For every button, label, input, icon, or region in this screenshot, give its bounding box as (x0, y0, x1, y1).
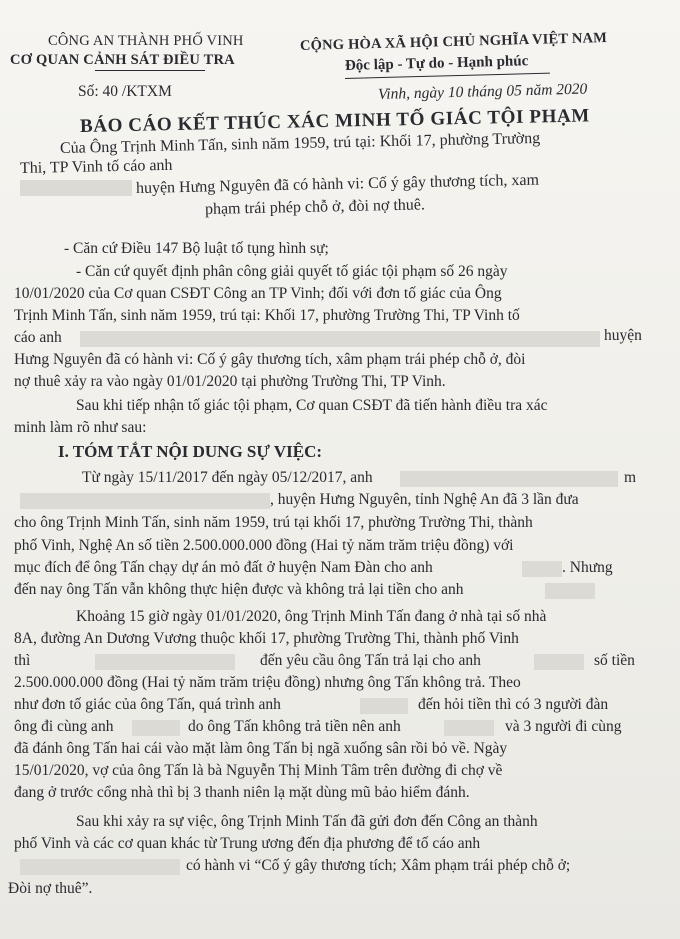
header-left-underline (95, 70, 205, 71)
redacted-name (444, 720, 494, 736)
body-line: do ông Tấn không trả tiền nên anh (188, 718, 401, 735)
body-line: 2.500.000.000 đồng (Hai tỷ năm trăm triệu đồng) nhưng ông Tấn không trả. Theo (14, 674, 521, 691)
agency-name: CÔNG AN THÀNH PHỐ VINH (48, 33, 244, 49)
body-line: thì (14, 652, 31, 669)
redacted-name (20, 859, 180, 875)
redacted-name (80, 331, 600, 347)
body-line: đến yêu cầu ông Tấn trả lại cho anh (260, 652, 481, 669)
redacted-name (545, 583, 595, 599)
body-line: phố Vinh và các cơ quan khác từ Trung ương đến địa phương để tố cáo anh (14, 835, 481, 852)
redacted-address (20, 493, 270, 509)
body-line: minh làm rõ như sau: (14, 419, 147, 436)
redacted-name (95, 654, 235, 670)
body-line: Trịnh Minh Tấn, sinh năm 1959, trú tại: Khối 17, phường Trường Thi, TP Vinh tố (14, 307, 520, 324)
body-line: huyện (604, 327, 642, 344)
body-line: Sau khi xảy ra sự việc, ông Trịnh Minh Tấn đã gửi đơn đến Công an thành (76, 813, 538, 830)
body-line: Khoảng 15 giờ ngày 01/01/2020, ông Trịnh Minh Tấn đang ở nhà tại số nhà (76, 608, 547, 625)
redacted-name (522, 561, 562, 577)
section-heading: I. TÓM TẮT NỘI DUNG SỰ VIỆC: (58, 442, 323, 461)
body-line: 15/01/2020, vợ của ông Tấn là bà Nguyễn Thị Minh Tâm trên đường đi chợ về (14, 762, 503, 779)
body-line: ông đi cùng anh (14, 718, 114, 735)
redacted-name (360, 698, 408, 714)
national-motto: Độc lập - Tự do - Hạnh phúc (344, 53, 529, 74)
redacted-name (534, 654, 584, 670)
body-line: Hưng Nguyên đã có hành vi: Cố ý gây thương tích, xâm phạm trái phép chỗ ở, đòi (14, 351, 526, 368)
body-line: 8A, đường An Dương Vương thuộc khối 17, phường Trường Thi, thành phố Vinh (14, 630, 519, 647)
body-line: như đơn tố giác của ông Tấn, quá trình anh (14, 696, 281, 713)
body-line: 10/01/2020 của Cơ quan CSĐT Công an TP Vinh; đối với đơn tố giác của Ông (14, 285, 502, 302)
document-date: Vinh, ngày 10 tháng 05 năm 2020 (377, 80, 588, 103)
document-number: Số: 40 /KTXM (78, 83, 172, 100)
body-line: m (624, 469, 637, 486)
body-line: Từ ngày 15/11/2017 đến ngày 05/12/2017, anh (82, 469, 373, 486)
body-line: số tiền (594, 652, 635, 669)
body-line: đang ở trước cổng nhà thì bị 3 thanh niên lạ mặt dùng mũ bảo hiểm đánh. (14, 784, 470, 801)
body-line: đến nay ông Tấn vẫn không thực hiện được và không trả lại tiền cho anh (14, 581, 464, 598)
body-line: đã đánh ông Tấn hai cái vào mặt làm ông Tấn bị ngã xuống sân rồi bỏ về. Ngày (14, 740, 508, 757)
document-title: BÁO CÁO KẾT THÚC XÁC MINH TỐ GIÁC TỘI PHẠM (79, 105, 591, 137)
title-subline-2: Thi, TP Vinh tố cáo anh (19, 156, 173, 177)
body-line: có hành vi “Cố ý gây thương tích; Xâm phạm trái phép chỗ ở; (186, 857, 571, 874)
body-line: Sau khi tiếp nhận tố giác tội phạm, Cơ quan CSĐT đã tiến hành điều tra xác (76, 397, 548, 414)
body-line: đến hỏi tiền thì có 3 người đàn (418, 696, 609, 713)
body-line: phố Vinh, Nghệ An số tiền 2.500.000.000 đồng (Hai tỷ năm trăm triệu đồng) với (14, 537, 514, 554)
body-line: - Căn cứ Điều 147 Bộ luật tố tụng hình sự; (64, 240, 329, 257)
title-subline-4: phạm trái phép chỗ ở, đòi nợ thuê. (204, 196, 426, 218)
body-line: nợ thuê xảy ra vào ngày 01/01/2020 tại phường Trường Thi, TP Vinh. (14, 373, 446, 390)
redacted-name (20, 180, 132, 196)
body-line: cáo anh (14, 329, 62, 346)
national-title: CỘNG HÒA XÃ HỘI CHỦ NGHĨA VIỆT NAM (299, 29, 608, 54)
body-line: và 3 người đi cùng (505, 718, 622, 735)
body-line: cho ông Trịnh Minh Tấn, sinh năm 1959, trú tại khối 17, phường Trường Thi, thành (14, 514, 533, 531)
body-line: , huyện Hưng Nguyên, tỉnh Nghệ An đã 3 lần đưa (270, 491, 579, 508)
title-subline-1: Của Ông Trịnh Minh Tấn, sinh năm 1959, trú tại: Khối 17, phường Trường (59, 129, 541, 157)
body-line: - Căn cứ quyết định phân công giải quyết tố giác tội phạm số 26 ngày (76, 263, 508, 280)
agency-department: CƠ QUAN CẢNH SÁT ĐIỀU TRA (10, 52, 235, 68)
body-line: Đòi nợ thuê”. (8, 880, 93, 897)
redacted-name (400, 471, 618, 487)
body-line: mục đích để ông Tấn chạy dự án mỏ đất ở huyện Nam Đàn cho anh (14, 559, 433, 576)
redacted-name (132, 720, 180, 736)
title-subline-3: huyện Hưng Nguyên đã có hành vi: Cố ý gây thương tích, xam (135, 171, 540, 197)
body-line: . Nhưng (562, 559, 613, 576)
